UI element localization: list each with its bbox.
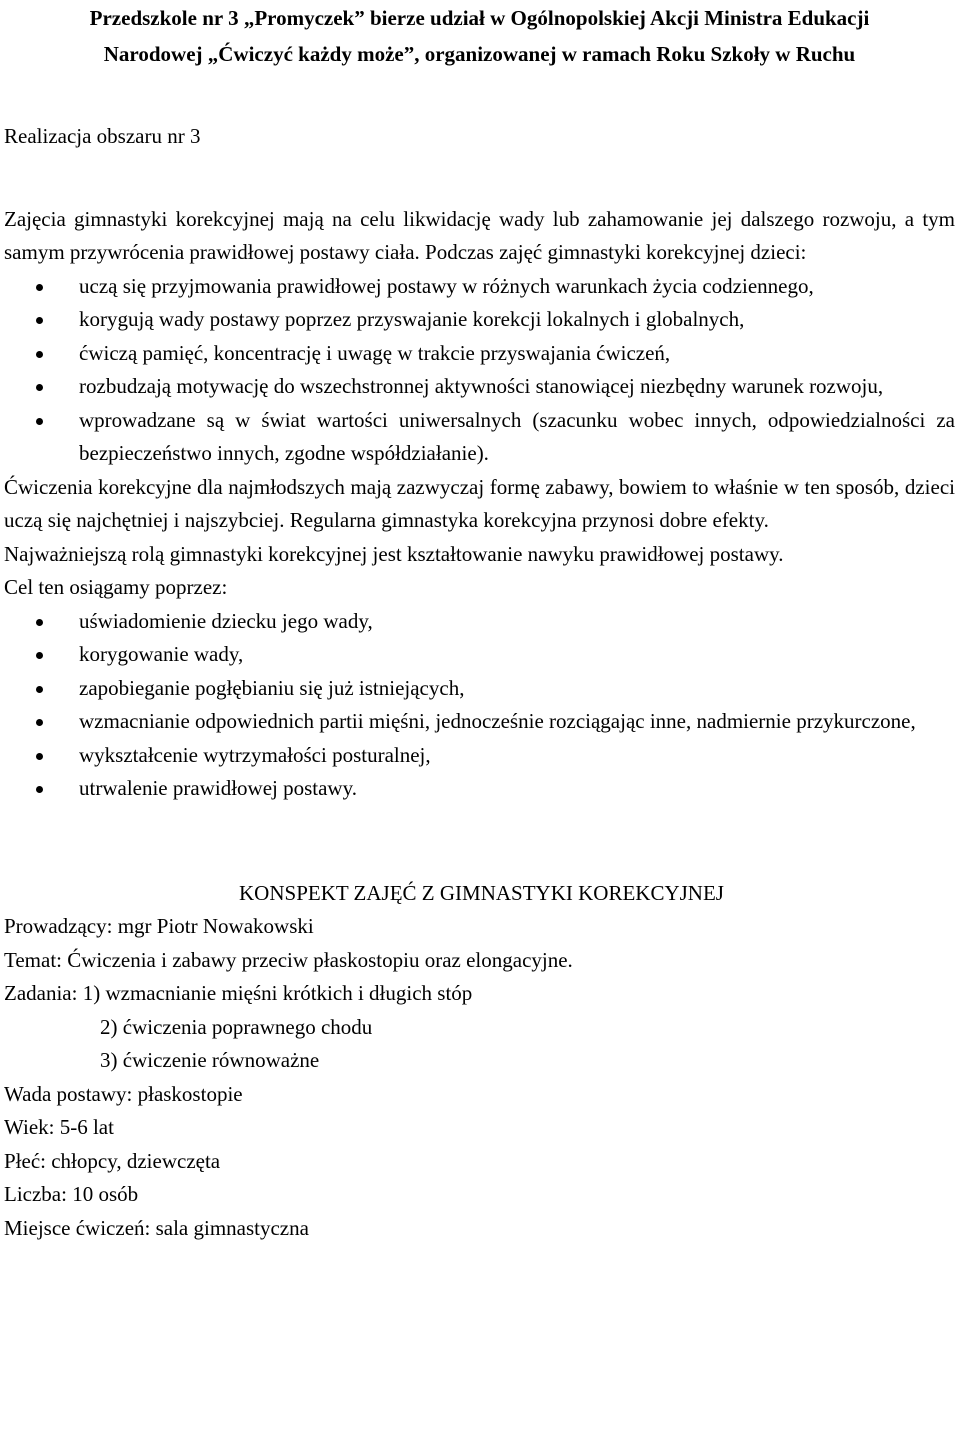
paragraph-forma-zabawy: Ćwiczenia korekcyjne dla najmłodszych mają zazwyczaj formę zabawy, bowiem to właśnie w ten sposób, dzieci uczą się najchętniej i najszybciej. Regularna gimnastyka korekcyjna przynosi dobre efekty.: [4, 474, 955, 532]
list-item: wprowadzane są w świat wartości uniwersalnych (szacunku wobec innych, odpowiedzialności za bezpieczeństwo innych, zgodne współdziałanie).: [4, 404, 955, 471]
bullet-icon: [36, 753, 43, 760]
goals-list: [4, 270, 955, 471]
list-item: uczą się przyjmowania prawidłowej postawy w różnych warunkach życia codziennego,: [4, 270, 955, 304]
bullet-icon: [36, 317, 43, 324]
document-title: [4, 0, 955, 72]
wiek-line: Wiek: 5-6 lat: [4, 1115, 114, 1139]
paragraph-najwazniejsza-rola: Najważniejszą rolą gimnastyki korekcyjnej jest kształtowanie nawyku prawidłowej postawy.: [4, 541, 784, 566]
intro-paragraph: Zajęcia gimnastyki korekcyjnej mają na celu likwidację wady lub zahamowanie jej dalszego rozwoju, a tym samym przywrócenia prawidłowej postawy ciała. Podczas zajęć gimnastyki korekcyjnej dzieci:: [4, 206, 955, 264]
konspekt-details: [4, 910, 955, 1245]
list-item: korygowanie wady,: [4, 638, 955, 672]
wada-line: Wada postawy: płaskostopie: [4, 1081, 243, 1106]
list-item: korygują wady postawy poprzez przyswajanie korekcji lokalnych i globalnych,: [4, 303, 955, 337]
bullet-icon: [36, 652, 43, 659]
methods-list: [4, 605, 955, 806]
list-item: ćwiczą pamięć, koncentrację i uwagę w trakcie przyswajania ćwiczeń,: [4, 337, 955, 371]
list-item: wykształcenie wytrzymałości posturalnej,: [4, 739, 955, 773]
miejsce-line: Miejsce ćwiczeń: sala gimnastyczna: [4, 1215, 309, 1240]
bullet-icon: [36, 384, 43, 391]
list-item: utrwalenie prawidłowej postawy.: [4, 772, 955, 806]
bullet-icon: [36, 418, 43, 425]
list-item: zapobieganie pogłębianiu się już istniejących,: [4, 672, 955, 706]
temat-line: Temat: Ćwiczenia i zabawy przeciw płaskostopiu oraz elongacyjne.: [4, 947, 573, 972]
zadanie-2-line: 2) ćwiczenia poprawnego chodu: [100, 1014, 373, 1039]
title-line-2: Narodowej „Ćwiczyć każdy może”, organizowanej w ramach Roku Szkoły w Ruchu: [103, 42, 856, 66]
list-item: uświadomienie dziecku jego wady,: [4, 605, 955, 639]
zadanie-3-line: 3) ćwiczenie równoważne: [100, 1048, 320, 1072]
bullet-icon: [36, 351, 43, 358]
liczba-line: Liczba: 10 osób: [4, 1182, 139, 1206]
prowadzacy-line: Prowadzący: mgr Piotr Nowakowski: [4, 914, 314, 938]
plec-line: Płeć: chłopcy, dziewczęta: [4, 1148, 221, 1173]
bullet-icon: [36, 786, 43, 793]
bullet-icon: [36, 686, 43, 693]
bullet-icon: [36, 619, 43, 626]
konspekt-heading: KONSPEKT ZAJĘĆ Z GIMNASTYKI KOREKCYJNEJ: [239, 880, 724, 905]
zadania-line: Zadania: 1) wzmacnianie mięśni krótkich i długich stóp: [4, 981, 473, 1005]
list-item: rozbudzają motywację do wszechstronnej aktywności stanowiącej niezbędny warunek rozwoju,: [4, 370, 955, 404]
bullet-icon: [36, 284, 43, 291]
realizacja-label: Realizacja obszaru nr 3: [4, 124, 201, 148]
paragraph-cel: Cel ten osiągamy poprzez:: [4, 575, 228, 599]
list-item: wzmacnianie odpowiednich partii mięśni, jednocześnie rozciągając inne, nadmiernie przykurczone,: [4, 705, 955, 739]
bullet-icon: [36, 719, 43, 726]
title-line-1: Przedszkole nr 3 „Promyczek” bierze udział w Ogólnopolskiej Akcji Ministra Edukacji: [89, 6, 870, 30]
